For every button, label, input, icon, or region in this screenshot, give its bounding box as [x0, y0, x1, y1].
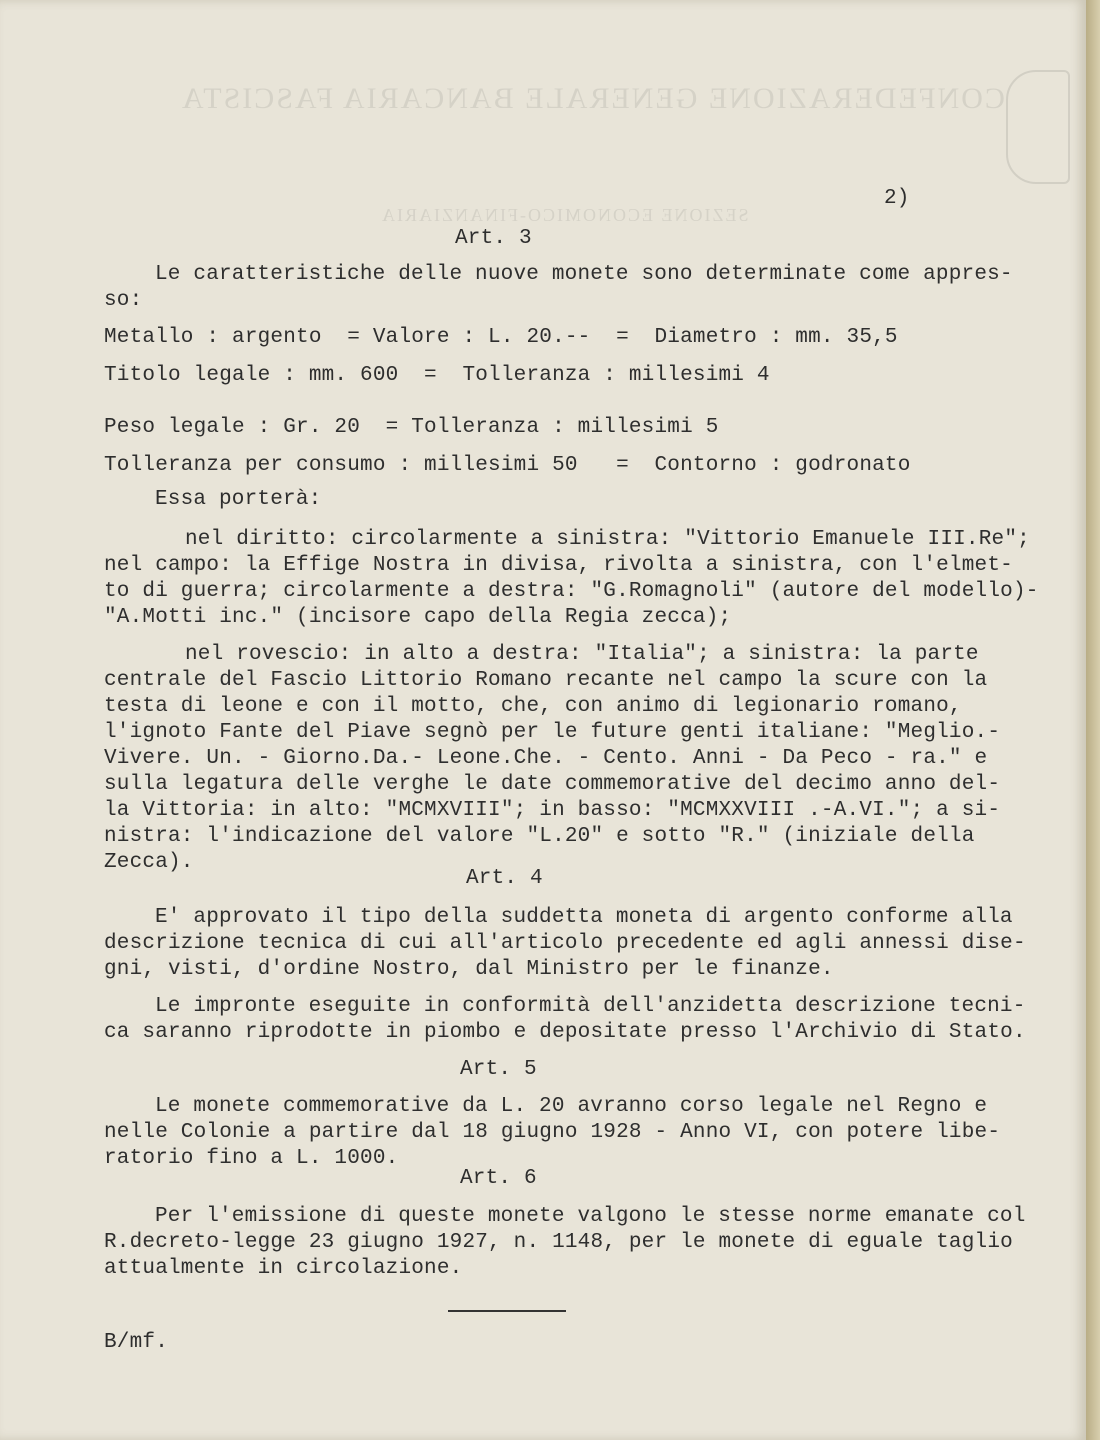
closing-rule [448, 1310, 566, 1312]
art4-line: gni, visti, d'ordine Nostro, dal Ministro per le finanze. [104, 958, 834, 981]
art3-rovescio-line: nel rovescio: in alto a destra: "Italia"; a sinistra: la parte [185, 643, 979, 666]
art3-rovescio-line: nistra: l'indicazione del valore "L.20" e sotto "R." (iniziale della [104, 825, 975, 848]
art4-line: Le impronte eseguite in conformità dell'anzidetta descrizione tecni- [155, 995, 1026, 1018]
art3-portera: Essa porterà: [155, 488, 322, 511]
art3-rovescio-line: testa di leone e con il motto, che, con animo di legionario romano, [104, 695, 962, 718]
art4-line: E' approvato il tipo della suddetta moneta di argento conforme alla [155, 906, 1013, 929]
art6-line: Per l'emissione di queste monete valgono le stesse norme emanate col [155, 1205, 1026, 1228]
art3-intro-line: Le caratteristiche delle nuove monete sono determinate come appres- [155, 263, 1013, 286]
art5-heading: Art. 5 [460, 1058, 537, 1081]
art3-diritto-line: "A.Motti inc." (incisore capo della Regia zecca); [104, 606, 732, 629]
art3-spec-line: Titolo legale : mm. 600 = Tolleranza : millesimi 4 [104, 364, 770, 387]
art5-line: ratorio fino a L. 1000. [104, 1147, 399, 1170]
art3-diritto-line: to di guerra; circolarmente a destra: "G.Romagnoli" (autore del modello)- [104, 580, 1039, 603]
art3-rovescio-line: centrale del Fascio Littorio Romano recante nel campo la scure con la [104, 669, 988, 692]
art3-spec-line: Metallo : argento = Valore : L. 20.-- = Diametro : mm. 35,5 [104, 326, 898, 349]
art6-line: attualmente in circolazione. [104, 1257, 463, 1280]
art3-heading: Art. 3 [455, 227, 532, 250]
art3-rovescio-line: la Vittoria: in alto: "MCMXVIII"; in basso: "MCMXXVIII .-A.VI."; a si- [104, 799, 1001, 822]
page-number: 2) [884, 187, 910, 210]
art5-line: Le monete commemorative da L. 20 avranno corso legale nel Regno e [155, 1095, 988, 1118]
art4-line: ca saranno riprodotte in piombo e depositate presso l'Archivio di Stato. [104, 1021, 1026, 1044]
signature-initials: B/mf. [104, 1331, 169, 1354]
art3-intro-line: so: [104, 289, 143, 312]
art3-rovescio-line: l'ignoto Fante del Piave segnò per le future genti italiane: "Meglio.- [104, 721, 1001, 744]
art4-heading: Art. 4 [466, 867, 543, 890]
art3-spec-line: Peso legale : Gr. 20 = Tolleranza : millesimi 5 [104, 416, 719, 439]
bleed-through-section: SEZIONE ECONOMICO-FINANZIARIA [380, 205, 749, 225]
art6-line: R.decreto-legge 23 giugno 1927, n. 1148, per le monete di eguale taglio [104, 1231, 1013, 1254]
art3-diritto-line: nel diritto: circolarmente a sinistra: "Vittorio Emanuele III.Re"; [185, 528, 1030, 551]
bleed-through-letterhead: CONFEDERAZIONE GENERALE BANCARIA FASCISTA [180, 82, 1005, 115]
art3-rovescio-line: Zecca). [104, 851, 194, 874]
art5-line: nelle Colonie a partire dal 18 giugno 1928 - Anno VI, con potere libe- [104, 1121, 1001, 1144]
art3-rovescio-line: sulla legatura delle verghe le date commemorative del decimo anno del- [104, 773, 1001, 796]
art3-rovescio-line: Vivere. Un. - Giorno.Da.- Leone.Che. - Cento. Anni - Da Peco - ra." e [104, 747, 988, 770]
page-edge [1086, 0, 1100, 1440]
art3-diritto-line: nel campo: la Effige Nostra in divisa, rivolta a sinistra, con l'elmet- [104, 554, 1013, 577]
art4-line: descrizione tecnica di cui all'articolo precedente ed agli annessi dise- [104, 932, 1026, 955]
art6-heading: Art. 6 [460, 1167, 537, 1190]
art3-spec-line: Tolleranza per consumo : millesimi 50 = Contorno : godronato [104, 454, 911, 477]
